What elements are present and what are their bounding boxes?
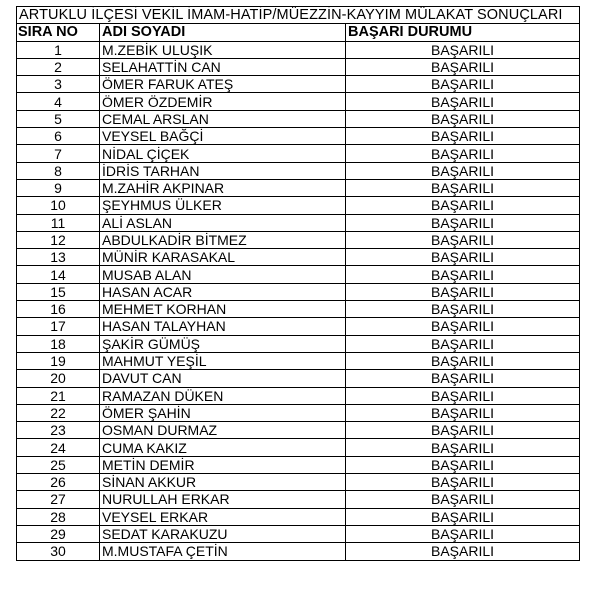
- row-name: MÜNİR KARASAKAL: [100, 249, 346, 266]
- row-name: MUSAB ALAN: [100, 266, 346, 283]
- table-row: [17, 456, 580, 473]
- row-result: BAŞARILI: [346, 231, 580, 248]
- row-name: ÖMER ÖZDEMİR: [100, 93, 346, 110]
- table-row: [17, 352, 580, 369]
- row-number: 11: [17, 214, 100, 231]
- title-row: [17, 7, 580, 24]
- row-name: ABDULKADİR BİTMEZ: [100, 231, 346, 248]
- table-row: [17, 543, 580, 560]
- table-row: [17, 110, 580, 127]
- row-number: 18: [17, 335, 100, 352]
- row-result: BAŞARILI: [346, 145, 580, 162]
- row-result: BAŞARILI: [346, 197, 580, 214]
- row-number: 9: [17, 179, 100, 196]
- row-name: M.MUSTAFA ÇETİN: [100, 543, 346, 560]
- row-name: ÖMER FARUK ATEŞ: [100, 76, 346, 93]
- row-number: 26: [17, 474, 100, 491]
- table-row: [17, 76, 580, 93]
- row-number: 3: [17, 76, 100, 93]
- table-row: [17, 93, 580, 110]
- table-row: [17, 370, 580, 387]
- header-sira-no: SIRA NO: [17, 24, 100, 41]
- row-result: BAŞARILI: [346, 301, 580, 318]
- row-result: BAŞARILI: [346, 162, 580, 179]
- row-number: 28: [17, 508, 100, 525]
- row-result: BAŞARILI: [346, 58, 580, 75]
- row-name: DAVUT CAN: [100, 370, 346, 387]
- row-name: MEHMET KORHAN: [100, 301, 346, 318]
- row-result: BAŞARILI: [346, 128, 580, 145]
- table-row: [17, 179, 580, 196]
- row-name: SİNAN AKKUR: [100, 474, 346, 491]
- row-name: SELAHATTİN CAN: [100, 58, 346, 75]
- row-name: MAHMUT YEŞİL: [100, 352, 346, 369]
- header-row: [17, 24, 580, 41]
- row-result: BAŞARILI: [346, 370, 580, 387]
- table-row: [17, 128, 580, 145]
- row-number: 22: [17, 404, 100, 421]
- row-result: BAŞARILI: [346, 41, 580, 58]
- row-name: ÖMER ŞAHİN: [100, 404, 346, 421]
- document-title: ARTUKLU İLÇESİ VEKİL İMAM-HATİP/MÜEZZİN-KAYYIM MÜLAKAT SONUÇLARI: [17, 7, 580, 24]
- row-result: BAŞARILI: [346, 93, 580, 110]
- results-sheet: [16, 6, 580, 561]
- table-row: [17, 387, 580, 404]
- row-number: 4: [17, 93, 100, 110]
- row-number: 30: [17, 543, 100, 560]
- row-number: 17: [17, 318, 100, 335]
- row-number: 20: [17, 370, 100, 387]
- row-number: 15: [17, 283, 100, 300]
- table-row: [17, 249, 580, 266]
- row-number: 7: [17, 145, 100, 162]
- row-number: 13: [17, 249, 100, 266]
- table-row: [17, 525, 580, 542]
- row-number: 6: [17, 128, 100, 145]
- table-row: [17, 474, 580, 491]
- table-row: [17, 162, 580, 179]
- table-row: [17, 301, 580, 318]
- row-result: BAŞARILI: [346, 525, 580, 542]
- row-name: İDRİS TARHAN: [100, 162, 346, 179]
- row-name: M.ZAHİR AKPINAR: [100, 179, 346, 196]
- row-number: 16: [17, 301, 100, 318]
- row-name: VEYSEL BAĞÇİ: [100, 128, 346, 145]
- header-basari-durumu: BAŞARI DURUMU: [346, 24, 580, 41]
- table-row: [17, 404, 580, 421]
- row-name: NURULLAH ERKAR: [100, 491, 346, 508]
- table-row: [17, 266, 580, 283]
- row-result: BAŞARILI: [346, 266, 580, 283]
- row-name: ALİ ASLAN: [100, 214, 346, 231]
- row-number: 5: [17, 110, 100, 127]
- row-result: BAŞARILI: [346, 404, 580, 421]
- row-number: 27: [17, 491, 100, 508]
- row-number: 23: [17, 422, 100, 439]
- row-result: BAŞARILI: [346, 179, 580, 196]
- row-name: SEDAT KARAKUZU: [100, 525, 346, 542]
- row-name: METİN DEMİR: [100, 456, 346, 473]
- row-result: BAŞARILI: [346, 352, 580, 369]
- row-result: BAŞARILI: [346, 214, 580, 231]
- table-row: [17, 318, 580, 335]
- row-result: BAŞARILI: [346, 508, 580, 525]
- row-name: NİDAL ÇİÇEK: [100, 145, 346, 162]
- row-result: BAŞARILI: [346, 474, 580, 491]
- table-row: [17, 197, 580, 214]
- table-row: [17, 508, 580, 525]
- row-result: BAŞARILI: [346, 439, 580, 456]
- row-result: BAŞARILI: [346, 76, 580, 93]
- row-name: VEYSEL ERKAR: [100, 508, 346, 525]
- table-row: [17, 231, 580, 248]
- row-number: 19: [17, 352, 100, 369]
- row-name: M.ZEBİK ULUŞIK: [100, 41, 346, 58]
- table-row: [17, 491, 580, 508]
- row-result: BAŞARILI: [346, 491, 580, 508]
- row-result: BAŞARILI: [346, 283, 580, 300]
- row-result: BAŞARILI: [346, 110, 580, 127]
- row-number: 21: [17, 387, 100, 404]
- row-name: RAMAZAN DÜKEN: [100, 387, 346, 404]
- table-row: [17, 283, 580, 300]
- row-number: 29: [17, 525, 100, 542]
- row-result: BAŞARILI: [346, 249, 580, 266]
- row-name: ŞAKİR GÜMÜŞ: [100, 335, 346, 352]
- table-row: [17, 58, 580, 75]
- row-number: 14: [17, 266, 100, 283]
- row-result: BAŞARILI: [346, 335, 580, 352]
- row-result: BAŞARILI: [346, 543, 580, 560]
- row-number: 24: [17, 439, 100, 456]
- row-number: 8: [17, 162, 100, 179]
- row-number: 1: [17, 41, 100, 58]
- row-name: OSMAN DURMAZ: [100, 422, 346, 439]
- row-number: 2: [17, 58, 100, 75]
- row-number: 10: [17, 197, 100, 214]
- table-row: [17, 41, 580, 58]
- header-adi-soyadi: ADI SOYADI: [100, 24, 346, 41]
- table-row: [17, 145, 580, 162]
- results-table: [16, 6, 580, 561]
- table-row: [17, 214, 580, 231]
- table-row: [17, 335, 580, 352]
- row-name: HASAN TALAYHAN: [100, 318, 346, 335]
- row-name: CUMA KAKIZ: [100, 439, 346, 456]
- row-result: BAŞARILI: [346, 387, 580, 404]
- row-name: ŞEYHMUS ÜLKER: [100, 197, 346, 214]
- row-number: 12: [17, 231, 100, 248]
- row-result: BAŞARILI: [346, 456, 580, 473]
- row-result: BAŞARILI: [346, 318, 580, 335]
- row-number: 25: [17, 456, 100, 473]
- row-name: HASAN ACAR: [100, 283, 346, 300]
- row-result: BAŞARILI: [346, 422, 580, 439]
- table-row: [17, 422, 580, 439]
- row-name: CEMAL ARSLAN: [100, 110, 346, 127]
- table-row: [17, 439, 580, 456]
